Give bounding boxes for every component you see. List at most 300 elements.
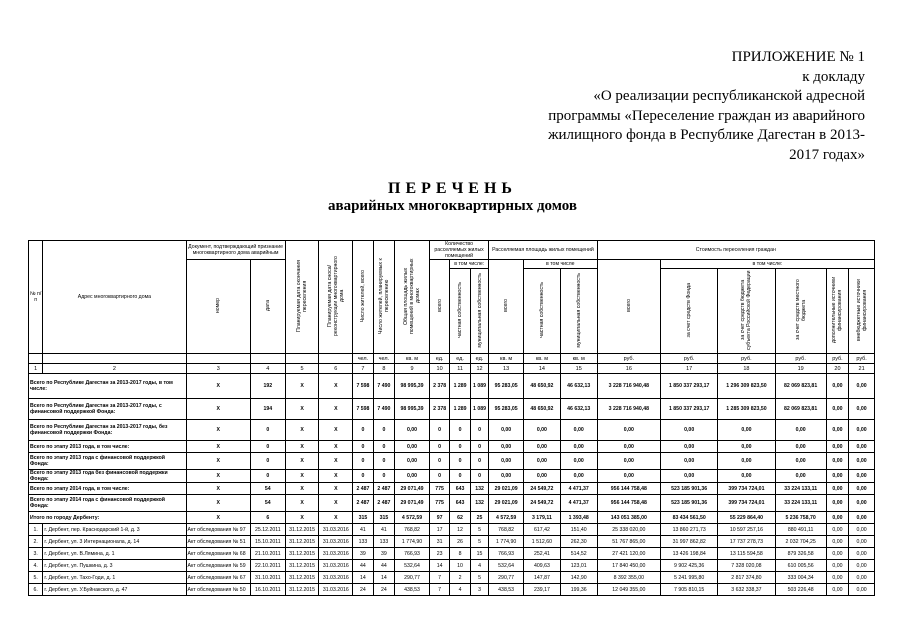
row-value: 14 [373, 572, 394, 584]
row-value: 133 [353, 536, 373, 548]
row-value: 142,90 [560, 572, 597, 584]
summary-cell: 1 089 [470, 399, 488, 420]
row-doc-number: Акт обследования № 51 [186, 536, 250, 548]
column-number-cell: 2 [43, 364, 186, 374]
row-value: 10 [450, 560, 470, 572]
row-value: 0,00 [826, 524, 849, 536]
summary-cell: X [186, 399, 250, 420]
summary-cell: X [186, 512, 250, 524]
row-value: 13 426 198,84 [661, 548, 718, 560]
table-row [29, 548, 875, 560]
summary-cell: 33 224 133,11 [775, 483, 826, 495]
row-value: 14 [353, 572, 373, 584]
summary-cell: X [285, 453, 319, 470]
row-value: 23 [429, 548, 449, 560]
row-value: 7 328 020,08 [718, 560, 775, 572]
summary-cell: 0,00 [849, 453, 875, 470]
summary-cell: 55 229 864,40 [718, 512, 775, 524]
summary-cell: 2 487 [353, 483, 373, 495]
header-municipal: муниципальная собственность [470, 269, 488, 354]
summary-cell: 0,00 [718, 441, 775, 453]
header-rooms-group: Количество расселяемых жилых помещений [429, 241, 488, 260]
summary-cell: X [186, 441, 250, 453]
summary-cell: 0,00 [826, 374, 849, 399]
summary-cell: 46 632,13 [560, 374, 597, 399]
row-value: 7 905 810,15 [661, 584, 718, 596]
header-cost-total: всего [597, 260, 660, 354]
summary-cell: 0,00 [661, 453, 718, 470]
row-value: 1 512,60 [524, 536, 561, 548]
summary-cell: 0 [373, 441, 394, 453]
row-number: 1. [29, 524, 43, 536]
row-value: 151,40 [560, 524, 597, 536]
row-value: 0,00 [826, 560, 849, 572]
header-planned-demolition: Планируемая дата сноса/ реконструкции многоквартирного дома [319, 241, 353, 354]
table-row [29, 572, 875, 584]
summary-cell: 0,00 [489, 420, 524, 441]
row-doc-date: 31.10.2011 [250, 572, 285, 584]
unit-cell [285, 354, 319, 364]
summary-cell: 523 185 901,36 [661, 483, 718, 495]
column-number-cell: 14 [524, 364, 561, 374]
summary-cell: 0,00 [849, 495, 875, 512]
unit-cell: кв. м [395, 354, 430, 364]
unit-cell: руб. [775, 354, 826, 364]
summary-cell: 143 051 385,00 [597, 512, 660, 524]
summary-cell: 775 [429, 495, 449, 512]
summary-cell: 0 [353, 441, 373, 453]
summary-cell: 2 378 [429, 399, 449, 420]
row-value: 17 [429, 524, 449, 536]
summary-cell: 0,00 [597, 453, 660, 470]
header-num: № п/п [29, 241, 43, 354]
summary-cell: X [285, 470, 319, 483]
row-number: 5. [29, 572, 43, 584]
header-area-group: Расселяемая площадь жилых помещений [489, 241, 597, 260]
summary-cell: 399 734 724,01 [718, 483, 775, 495]
row-planned-end: 31.12.2015 [285, 584, 319, 596]
summary-cell: 46 632,13 [560, 399, 597, 420]
summary-cell: 0,00 [849, 483, 875, 495]
summary-cell: 0,00 [849, 374, 875, 399]
row-value: 147,87 [524, 572, 561, 584]
row-value: 0,00 [849, 524, 875, 536]
summary-cell: 0 [470, 453, 488, 470]
row-value: 12 049 355,00 [597, 584, 660, 596]
header-incl: в том числе [524, 260, 598, 269]
summary-cell: 1 289 [450, 374, 470, 399]
row-address: г. Дербент, пер. Краснодарский 1-й, д. 3 [43, 524, 186, 536]
summary-cell: 0,00 [560, 470, 597, 483]
row-address: г. Дербент, ул. 3 Интернационала, д. 14 [43, 536, 186, 548]
summary-cell: 2 487 [353, 495, 373, 512]
summary-label: Всего по Республике Дагестан за 2013-2017 годы, без финансовой поддержки Фонда: [29, 420, 187, 441]
row-value: 239,17 [524, 584, 561, 596]
row-value: 0,00 [826, 536, 849, 548]
header-rooms-total: всего [429, 260, 449, 354]
column-number-cell: 3 [186, 364, 250, 374]
summary-cell: 0,00 [524, 470, 561, 483]
unit-cell: руб. [849, 354, 875, 364]
summary-cell: X [285, 399, 319, 420]
row-value: 41 [373, 524, 394, 536]
summary-cell: 0,00 [395, 441, 430, 453]
row-value: 31 997 862,82 [661, 536, 718, 548]
summary-cell: 0 [250, 420, 285, 441]
summary-cell: 3 228 716 940,48 [597, 399, 660, 420]
row-address: г. Дербент, ул. У.Буйнакского, д. 47 [43, 584, 186, 596]
column-number-cell: 20 [826, 364, 849, 374]
row-doc-number: Акт обследования № 68 [186, 548, 250, 560]
summary-cell: 1 089 [470, 374, 488, 399]
summary-cell: 0,00 [395, 453, 430, 470]
row-planned-demolition: 31.03.2016 [319, 560, 353, 572]
row-value: 0,00 [826, 584, 849, 596]
summary-cell: X [285, 441, 319, 453]
header-residents-total: Число жителей, всего [353, 241, 373, 354]
row-value: 15 [470, 548, 488, 560]
unit-cell: чел. [353, 354, 373, 364]
row-value: 768,82 [395, 524, 430, 536]
header-area-sum: всего [489, 260, 524, 354]
row-value: 9 902 425,36 [661, 560, 718, 572]
summary-cell: 54 [250, 483, 285, 495]
summary-cell: X [186, 374, 250, 399]
summary-cell: 0,00 [849, 512, 875, 524]
column-number-cell: 7 [353, 364, 373, 374]
summary-cell: 98 995,39 [395, 399, 430, 420]
row-value: 532,64 [489, 560, 524, 572]
summary-cell: 1 393,48 [560, 512, 597, 524]
row-value: 31 [429, 536, 449, 548]
row-value: 39 [373, 548, 394, 560]
summary-cell: 0 [470, 420, 488, 441]
row-value: 17 840 450,00 [597, 560, 660, 572]
summary-cell: 956 144 758,48 [597, 483, 660, 495]
summary-cell: 2 487 [373, 483, 394, 495]
column-number-cell: 1 [29, 364, 43, 374]
units-row [29, 354, 875, 364]
summary-cell: 0 [450, 453, 470, 470]
header-doc-date: дата [250, 260, 285, 354]
summary-cell: 194 [250, 399, 285, 420]
row-value: 14 [429, 560, 449, 572]
column-number-cell: 8 [373, 364, 394, 374]
summary-label: Всего по этапу 2013 года без финансовой поддержки Фонда: [29, 470, 187, 483]
summary-cell: 132 [470, 483, 488, 495]
row-value: 41 [353, 524, 373, 536]
row-value: 438,53 [395, 584, 430, 596]
summary-cell: X [319, 483, 353, 495]
row-value: 3 632 338,37 [718, 584, 775, 596]
summary-cell: 775 [429, 483, 449, 495]
table-row [29, 524, 875, 536]
summary-cell: 0 [450, 441, 470, 453]
summary-cell: 0 [450, 420, 470, 441]
summary-label: Всего по этапу 2013 года с финансовой поддержкой Фонда: [29, 453, 187, 470]
summary-cell: 0 [250, 453, 285, 470]
unit-cell: руб. [826, 354, 849, 364]
header-residents-planned: Число жителей, планируемых к переселению [373, 241, 394, 354]
row-planned-end: 31.12.2015 [285, 536, 319, 548]
summary-cell: 0 [429, 470, 449, 483]
header-cost-region: за счет средств бюджета субъекта Российской Федерации [718, 269, 775, 354]
summary-cell: 4 572,59 [395, 512, 430, 524]
row-value: 766,93 [489, 548, 524, 560]
summary-cell: 1 285 309 823,50 [718, 399, 775, 420]
row-number: 2. [29, 536, 43, 548]
appendix-title: ПРИЛОЖЕНИЕ № 1 [731, 49, 865, 65]
summary-cell: 0 [373, 453, 394, 470]
row-value: 610 005,56 [775, 560, 826, 572]
appendix-line: к докладу [802, 68, 865, 85]
summary-cell: 48 650,92 [524, 399, 561, 420]
summary-cell: 1 289 [450, 399, 470, 420]
row-doc-number: Акт обследования № 59 [186, 560, 250, 572]
summary-cell: 0,00 [718, 470, 775, 483]
unit-cell [186, 354, 250, 364]
header-area-private: частная собственность [524, 269, 561, 354]
summary-cell: 25 [470, 512, 488, 524]
column-number-cell: 19 [775, 364, 826, 374]
row-planned-demolition: 31.03.2016 [319, 536, 353, 548]
row-value: 333 004,34 [775, 572, 826, 584]
summary-cell: 0,00 [849, 441, 875, 453]
summary-cell: 643 [450, 495, 470, 512]
summary-row [29, 453, 875, 470]
summary-cell: 0,00 [597, 470, 660, 483]
row-value: 514,52 [560, 548, 597, 560]
summary-cell: 0,00 [826, 420, 849, 441]
summary-cell: X [285, 512, 319, 524]
row-value: 5 [470, 572, 488, 584]
header-doc-number: номер [186, 260, 250, 354]
unit-cell: руб. [597, 354, 660, 364]
row-value: 12 [450, 524, 470, 536]
summary-cell: 0 [373, 470, 394, 483]
summary-cell: 95 283,05 [489, 374, 524, 399]
unit-cell: кв. м [560, 354, 597, 364]
row-address: г. Дербент, ул. Тахо-Годи, д. 1 [43, 572, 186, 584]
summary-cell: 0,00 [661, 470, 718, 483]
summary-cell: X [319, 495, 353, 512]
unit-cell [250, 354, 285, 364]
summary-cell: 62 [450, 512, 470, 524]
column-number-cell: 6 [319, 364, 353, 374]
row-value: 4 [450, 584, 470, 596]
summary-cell: 54 [250, 495, 285, 512]
column-number-cell: 21 [849, 364, 875, 374]
summary-cell: 82 069 823,81 [775, 399, 826, 420]
row-value: 17 737 278,73 [718, 536, 775, 548]
summary-cell: 0,00 [661, 441, 718, 453]
summary-cell: X [285, 420, 319, 441]
header-cost-local: за счет средств местного бюджета [775, 269, 826, 354]
row-planned-end: 31.12.2015 [285, 572, 319, 584]
row-doc-number: Акт обследования № 50 [186, 584, 250, 596]
summary-cell: 29 071,49 [395, 495, 430, 512]
summary-cell: X [319, 374, 353, 399]
summary-cell: X [319, 399, 353, 420]
summary-cell: 33 224 133,11 [775, 495, 826, 512]
header-cost-group: Стоимость переселения граждан [597, 241, 874, 260]
column-number-cell: 18 [718, 364, 775, 374]
row-planned-end: 31.12.2015 [285, 524, 319, 536]
summary-cell: 0 [470, 470, 488, 483]
summary-cell: 29 071,49 [395, 483, 430, 495]
row-value: 10 597 257,16 [718, 524, 775, 536]
unit-cell [43, 354, 186, 364]
summary-cell: 7 490 [373, 399, 394, 420]
row-value: 0,00 [849, 572, 875, 584]
summary-cell: 0,00 [718, 453, 775, 470]
summary-label: Всего по Республике Дагестан за 2013-2017 годы, с финансовой поддержкой Фонда: [29, 399, 187, 420]
row-value: 766,93 [395, 548, 430, 560]
row-value: 438,53 [489, 584, 524, 596]
row-value: 0,00 [826, 548, 849, 560]
row-address: г. Дербент, ул. В.Лямина, д. 1 [43, 548, 186, 560]
summary-cell: 0,00 [524, 420, 561, 441]
summary-cell: 0 [470, 441, 488, 453]
summary-cell: 5 236 758,70 [775, 512, 826, 524]
row-value: 0,00 [849, 584, 875, 596]
document-subtitle: аварийных многоквартирных домов [327, 198, 578, 214]
header-cost-extra: дополнительные источники финансирования [826, 269, 849, 354]
summary-cell: 0,00 [826, 441, 849, 453]
summary-cell: 29 021,09 [489, 483, 524, 495]
summary-row [29, 483, 875, 495]
row-planned-end: 31.12.2015 [285, 560, 319, 572]
summary-cell: 97 [429, 512, 449, 524]
unit-cell: кв. м [524, 354, 561, 364]
summary-cell: 1 850 337 293,17 [661, 374, 718, 399]
summary-cell: 0,00 [826, 453, 849, 470]
row-value: 879 326,58 [775, 548, 826, 560]
summary-cell: 3 179,11 [524, 512, 561, 524]
row-planned-demolition: 31.03.2016 [319, 584, 353, 596]
summary-label: Итого по городу Дербенту: [29, 512, 187, 524]
summary-cell: 82 069 823,81 [775, 374, 826, 399]
row-value: 5 241 995,80 [661, 572, 718, 584]
row-value: 252,41 [524, 548, 561, 560]
row-value: 24 [353, 584, 373, 596]
header-address: Адрес многоквартирного дома [43, 241, 186, 354]
header-area-total: Общая площадь жилых помещений в многоквартирных домах [395, 241, 430, 354]
row-value: 24 [373, 584, 394, 596]
row-value: 532,64 [395, 560, 430, 572]
row-planned-demolition: 31.03.2016 [319, 548, 353, 560]
header-row [29, 241, 875, 260]
appendix-line: 2017 годах» [789, 146, 865, 163]
summary-cell: 4 471,37 [560, 495, 597, 512]
unit-cell: чел. [373, 354, 394, 364]
summary-cell: 7 598 [353, 399, 373, 420]
appendix-line: программы «Переселение граждан из аварийного [548, 107, 865, 124]
header-planned-end: Планируемая дата окончания переселения [285, 241, 319, 354]
table-row [29, 536, 875, 548]
summary-cell: 0,00 [826, 495, 849, 512]
summary-cell: 192 [250, 374, 285, 399]
summary-cell: 0,00 [597, 420, 660, 441]
header-incl: в том числе: [450, 260, 489, 269]
summary-label: Всего по Республике Дагестан за 2013-2017 годы, в том числе: [29, 374, 187, 399]
row-value: 1 774,90 [395, 536, 430, 548]
row-number: 6. [29, 584, 43, 596]
unit-cell: кв. м [489, 354, 524, 364]
row-value: 0,00 [849, 548, 875, 560]
summary-cell: 315 [373, 512, 394, 524]
row-value: 26 [450, 536, 470, 548]
unit-cell [29, 354, 43, 364]
unit-cell: руб. [661, 354, 718, 364]
summary-row [29, 420, 875, 441]
summary-cell: X [186, 420, 250, 441]
summary-cell: 2 378 [429, 374, 449, 399]
summary-cell: 4 471,37 [560, 483, 597, 495]
summary-cell: 0,00 [775, 420, 826, 441]
column-number-cell: 9 [395, 364, 430, 374]
row-value: 123,01 [560, 560, 597, 572]
row-value: 13 115 594,58 [718, 548, 775, 560]
summary-cell: 6 [250, 512, 285, 524]
summary-cell: 0 [250, 470, 285, 483]
row-value: 25 338 020,00 [597, 524, 660, 536]
summary-cell: X [186, 453, 250, 470]
summary-cell: 0 [353, 470, 373, 483]
houses-table [28, 240, 875, 596]
row-doc-date: 16.10.2011 [250, 584, 285, 596]
row-number: 3. [29, 548, 43, 560]
summary-cell: 956 144 758,48 [597, 495, 660, 512]
table-row [29, 584, 875, 596]
row-number: 4. [29, 560, 43, 572]
column-number-cell: 15 [560, 364, 597, 374]
summary-cell: 0,00 [849, 399, 875, 420]
row-value: 133 [373, 536, 394, 548]
summary-cell: 95 283,05 [489, 399, 524, 420]
summary-cell: X [186, 470, 250, 483]
row-value: 768,82 [489, 524, 524, 536]
appendix-line: жилищного фонда в Республике Дагестан в 2013- [548, 127, 865, 143]
summary-cell: 0,00 [775, 453, 826, 470]
unit-cell: руб. [718, 354, 775, 364]
document-title: ПЕРЕЧЕНЬ [388, 180, 517, 197]
row-value: 13 860 271,73 [661, 524, 718, 536]
header-incl: в том числе: [661, 260, 875, 269]
column-number-cell: 4 [250, 364, 285, 374]
summary-row [29, 470, 875, 483]
unit-cell: ед. [429, 354, 449, 364]
column-number-cell: 5 [285, 364, 319, 374]
summary-cell: X [319, 441, 353, 453]
column-number-cell: 13 [489, 364, 524, 374]
unit-cell: ед. [450, 354, 470, 364]
summary-cell: 7 490 [373, 374, 394, 399]
summary-cell: X [319, 470, 353, 483]
summary-cell: 0,00 [775, 470, 826, 483]
unit-cell [319, 354, 353, 364]
summary-cell: 1 850 337 293,17 [661, 399, 718, 420]
summary-cell: 0 [353, 453, 373, 470]
table-row [29, 560, 875, 572]
row-value: 0,00 [826, 572, 849, 584]
summary-cell: 83 434 561,50 [661, 512, 718, 524]
summary-cell: 0,00 [395, 470, 430, 483]
summary-cell: 0,00 [597, 441, 660, 453]
summary-cell: 0,00 [775, 441, 826, 453]
summary-cell: 0 [373, 420, 394, 441]
summary-cell: 0,00 [826, 470, 849, 483]
